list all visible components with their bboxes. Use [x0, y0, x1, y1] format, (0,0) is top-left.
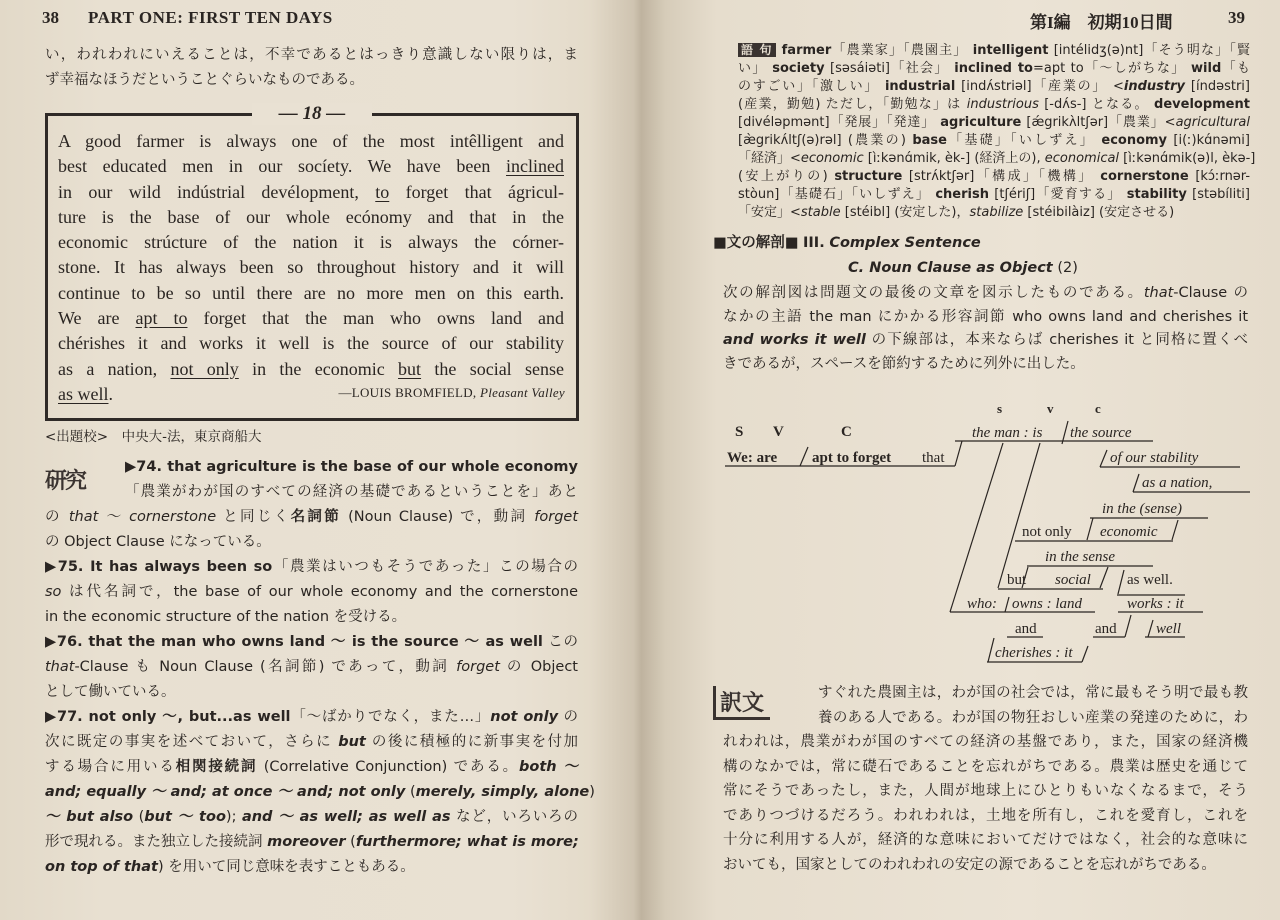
text-line — [45, 705, 578, 730]
text-segment-bi: and; equally ～ and; at once ～ and; not only — [45, 784, 406, 800]
text-segment: 構のなかでは，常に礎石であることを忘れがちである。農業は歴史を通じて — [723, 758, 1248, 775]
text-line — [125, 455, 578, 480]
diagram-the-man-is: the man : is — [972, 425, 1043, 441]
text-line — [58, 129, 564, 154]
text-line — [738, 132, 1250, 150]
diagram-line — [800, 447, 808, 466]
text-segment-bi: moreover — [267, 834, 346, 850]
text-segment-b: ▶75. It has always been so — [45, 559, 273, 575]
text-segment: [strʌ́ktʃər]「構成」「機構」 — [902, 169, 1101, 184]
diagram-apt-to-forget: apt to forget — [812, 450, 892, 466]
text-line — [58, 331, 564, 356]
text-line — [58, 281, 564, 306]
text-segment-bi: on top of that — [45, 859, 158, 875]
text-segment-bi: industry — [1123, 79, 1186, 94]
text-segment: い」 — [738, 61, 773, 76]
diagram-the-source: the source — [1070, 425, 1132, 441]
text-segment-b: society — [772, 61, 825, 76]
text-segment: この — [542, 634, 578, 650]
text-segment: stòun]「基礎石」「いしずえ」 — [738, 187, 936, 202]
text-segment-b: III. — [803, 235, 825, 251]
yakubun-icon: 訳文 — [713, 686, 770, 720]
text-segment: 十分に利用する人が，経済的な意味においてだけではなく，社会的な意味に — [723, 832, 1248, 848]
text-segment: -Clause の — [1173, 285, 1248, 301]
text-segment-i: forget — [456, 659, 500, 675]
text-segment: ) — [589, 784, 595, 800]
attribution-title: Pleasant Valley — [479, 385, 565, 400]
text-segment-i: that — [1143, 285, 1174, 301]
text-line — [45, 425, 578, 449]
text-segment-b: economy — [1101, 133, 1168, 148]
text-line — [58, 357, 564, 382]
text-segment: 次に既定の事実を述べておいて，さらに — [45, 734, 339, 750]
text-segment: 「農業がわが国のすべての経済の基礎であるということを」あと — [125, 484, 578, 500]
text-segment-i: agricultural — [1175, 115, 1250, 130]
source-schools — [45, 425, 578, 449]
text-line — [723, 804, 1248, 829]
text-segment: chérishes it and works it well is the source of our stability — [58, 333, 564, 354]
text-line — [45, 580, 578, 605]
text-segment: [-dʌ́s-] となる。 — [1038, 97, 1155, 112]
text-segment: [kɔ́ːrnər- — [1188, 169, 1251, 184]
text-segment: の — [558, 709, 578, 725]
text-segment-bi: Complex Sentence — [829, 235, 981, 251]
text-line — [58, 154, 564, 179]
text-segment: [i(ː)kɑ́nəmi] — [1167, 133, 1250, 148]
text-segment-i: stable — [800, 205, 841, 220]
text-line — [45, 680, 578, 705]
text-segment: すぐれた農園主は，わが国の社会では，常に最もそう明で最も教 — [818, 685, 1248, 701]
text-line — [125, 480, 578, 505]
text-segment: (2) — [1052, 260, 1078, 276]
text-segment: 「経済」< — [738, 151, 801, 166]
diagram-line — [1133, 474, 1139, 492]
text-segment-b: 相関接続詞 — [175, 759, 258, 775]
page-number-left: 38 — [42, 8, 59, 27]
text-segment: forget that the man who owns land and — [187, 308, 565, 329]
text-segment: のすごい」「激しい」 — [738, 79, 885, 94]
diagram-as-well: as well. — [1127, 572, 1173, 588]
text-segment: . — [108, 383, 113, 404]
text-segment-bi: merely, simply, alone — [415, 784, 590, 800]
text-segment-b: agriculture — [940, 115, 1022, 130]
text-segment: [indʌ́striəl]「産業の」 < — [955, 79, 1124, 94]
diagram-line — [950, 443, 1003, 612]
text-line — [738, 168, 1250, 186]
text-line — [58, 306, 564, 331]
text-segment-b: ▶76. that the man who owns land ～ is the source ～ as well — [45, 634, 543, 650]
text-segment: 「も — [1221, 61, 1250, 76]
diagram-who: who: — [967, 596, 997, 612]
text-line — [58, 180, 564, 205]
text-line — [738, 186, 1250, 204]
text-segment-u: apt to — [135, 308, 188, 329]
text-segment-i: economic — [800, 151, 864, 166]
text-segment: ( — [345, 834, 356, 850]
text-segment: -Clause も Noun Clause (名詞節) であって，動詞 — [74, 659, 457, 675]
intro-text — [45, 43, 578, 93]
diagram-line — [1005, 597, 1009, 612]
section-badge: ■文の解剖■ — [713, 235, 799, 251]
text-segment: なかの主語 the man にかかる形容詞節 who owns land and cherishes it — [723, 308, 1248, 325]
attribution-author: —LOUIS BROMFIELD, — [338, 385, 480, 400]
text-segment-b: ▶77. not only ～, but...as well — [45, 709, 291, 725]
text-line — [848, 256, 1248, 280]
text-segment-b: base — [912, 133, 947, 148]
diagram-line — [1100, 567, 1108, 588]
text-line — [45, 830, 578, 855]
diagram-line — [1100, 450, 1107, 467]
label-s: s — [997, 401, 1003, 416]
label-C: C — [841, 424, 852, 440]
text-segment: 形で現れる。また独立した接続詞 — [45, 834, 268, 850]
text-segment: economic strúcture of the nation it is always the córner- — [58, 232, 564, 253]
diagram-line — [1118, 570, 1124, 594]
text-segment-b: stability — [1126, 187, 1187, 202]
diagram-cherishes-it: cherishes : it — [995, 645, 1073, 661]
diagram-line — [988, 638, 994, 662]
text-segment: の下線部は，本来ならば cherishes it と同格に置くべ — [865, 332, 1248, 349]
text-segment-b: cornerstone — [1100, 169, 1189, 184]
diagram-economic: economic — [1100, 524, 1158, 540]
text-line — [45, 755, 578, 780]
text-segment: ) を用いて同じ意味を表すこともある。 — [157, 859, 415, 875]
diagram-owns-land: owns : land — [1012, 596, 1083, 612]
running-head-right: 第I編 初期10日間 — [1030, 13, 1173, 32]
text-segment-u: as well — [58, 383, 109, 404]
text-segment: best educated men in our socíety. We have been — [58, 156, 507, 177]
text-line — [45, 805, 578, 830]
text-segment: (Correlative Conjunction) である。 — [257, 759, 520, 775]
text-segment: 「～ばかりでなく，また…」 — [290, 709, 491, 725]
text-segment: として働いている。 — [45, 684, 176, 700]
text-line — [723, 730, 1248, 755]
diagram-line — [1148, 620, 1153, 637]
diagram-that: that — [922, 450, 945, 466]
text-line — [738, 204, 1250, 222]
text-segment: 「農業家」「農園主」 — [831, 43, 973, 58]
diagram-as-a-nation: as a nation, — [1142, 475, 1213, 491]
text-segment: ); — [225, 809, 242, 825]
diagram-line — [1087, 518, 1093, 540]
diagram-line — [1082, 646, 1088, 662]
text-segment-b: development — [1154, 97, 1250, 112]
text-segment: 「農業はいつもそうであった」この場合の — [272, 559, 578, 575]
text-segment-bi: C. Noun Clause as Object — [848, 260, 1053, 276]
translation-text — [723, 681, 1248, 877]
passage-number-text: 18 — [302, 103, 322, 124]
text-segment-u: inclined — [506, 156, 564, 177]
text-line — [723, 329, 1248, 353]
attribution — [315, 385, 565, 401]
text-segment-bi: but — [338, 734, 366, 750]
text-segment: [stəbíliti] — [1186, 187, 1250, 202]
text-line — [45, 780, 595, 805]
passage-number: — 18 — — [252, 103, 372, 125]
text-segment: 「基礎」「いしずえ」 — [946, 133, 1102, 148]
text-segment-i: that ～ cornerstone — [68, 509, 217, 525]
text-segment: 「安定」< — [738, 205, 801, 220]
text-line — [738, 60, 1250, 78]
text-segment-b: ▶74. that agriculture is the base of our whole economy — [125, 459, 578, 475]
running-head-left: PART ONE: FIRST TEN DAYS — [88, 8, 333, 27]
text-line — [45, 855, 578, 880]
text-segment-bi: both ～ — [519, 759, 578, 775]
diagram-well: well — [1156, 621, 1181, 637]
text-segment: in the economic — [238, 358, 399, 379]
text-segment: in the economic structure of the nation を受ける。 — [45, 609, 407, 625]
text-segment: A good farmer is always one of the most intêlligent and — [58, 131, 564, 151]
text-segment: the social sense — [421, 358, 564, 379]
text-line — [738, 150, 1256, 168]
text-segment: おいても，国家としてのわれわれの安定の源であることを忘れがちである。 — [723, 856, 1216, 873]
text-line — [818, 706, 1248, 731]
text-line — [58, 205, 564, 230]
text-segment-i: that — [45, 659, 75, 675]
diagram-line — [1125, 615, 1131, 637]
vocabulary-notes — [738, 41, 1256, 222]
text-segment: の後に積極的に新事実を付加 — [365, 734, 578, 750]
text-segment: ( — [133, 809, 145, 825]
text-segment: の — [45, 509, 69, 525]
diagram-in-the-sense: in the sense — [1045, 549, 1115, 565]
text-segment: と同じく — [216, 509, 291, 525]
text-segment: など，いろいろの — [450, 809, 579, 825]
text-line — [58, 230, 564, 255]
diagram-line — [1172, 520, 1178, 540]
diagram-but: but — [1007, 572, 1027, 588]
text-line — [818, 681, 1248, 706]
text-segment: stone. It has always been so throughout history and it will — [58, 257, 564, 278]
text-segment: ( — [405, 784, 416, 800]
text-line — [723, 306, 1248, 330]
text-segment-b: wild — [1191, 61, 1222, 76]
text-segment: =apt to「～しがちな」 — [1032, 61, 1192, 76]
text-line — [45, 505, 578, 530]
text-line — [723, 853, 1248, 878]
diagram-line — [955, 441, 962, 466]
text-line — [45, 730, 578, 755]
text-segment-bi: furthermore; what is more; — [355, 834, 579, 850]
text-segment-bi: not only — [490, 709, 559, 725]
text-segment-b: intelligent — [972, 43, 1049, 58]
text-segment: [índəstri] — [1185, 79, 1250, 94]
text-segment-b: cherish — [935, 187, 989, 202]
text-segment: 次の解剖図は問題文の最後の文章を図示したものである。 — [723, 285, 1144, 301]
text-line — [723, 755, 1248, 780]
diagram-explanation — [723, 282, 1248, 377]
text-segment: でありつづけるだろう。われわれは，土地を所有し，これを愛育し，これを — [723, 807, 1248, 824]
text-segment: <出題校> 中央大-法，東京商船大 — [45, 429, 262, 445]
text-segment: の Object — [499, 659, 578, 675]
diagram-and-right: and — [1095, 621, 1117, 637]
kenkyu-notes — [45, 455, 595, 880]
text-segment: れわれは，農業がわが国のすべての経済の基盤であり，また，国家の経済機 — [723, 734, 1248, 750]
text-line — [738, 114, 1250, 132]
text-segment: forget that ágricul- — [389, 181, 564, 202]
diagram-in-the-sense-paren: in the (sense) — [1102, 501, 1182, 517]
text-segment: in our wild indústrial devélopment, — [58, 181, 376, 202]
text-line — [738, 78, 1250, 96]
text-segment: [stéibl] (安定した)， — [840, 205, 970, 220]
section-badge: 語 句 — [738, 43, 776, 57]
text-segment-bi: but ～ too — [144, 809, 226, 825]
text-line — [738, 96, 1250, 114]
text-line — [738, 41, 1250, 60]
text-segment-b: industrial — [884, 79, 956, 94]
text-line — [45, 605, 578, 630]
text-segment: ず幸福なほうだということぐらいなものである。 — [45, 72, 364, 88]
text-segment: の Object Clause になっている。 — [45, 534, 271, 550]
text-segment: [divéləpmənt]「発展」「発達」 — [738, 115, 941, 130]
section-subheading — [848, 256, 1248, 280]
diagram-and-left: and — [1015, 621, 1037, 637]
text-segment: continue to be so until there are no more men on this earth. — [58, 282, 564, 303]
label-S: S — [735, 424, 744, 440]
text-segment-b: structure — [834, 169, 903, 184]
text-segment: (産業，勤勉) ただし，「勤勉な」は — [738, 97, 967, 112]
text-line — [45, 630, 578, 655]
diagram-social: social — [1055, 572, 1091, 588]
text-line — [723, 779, 1248, 804]
text-segment: [səsáiəti]「社会」 — [824, 61, 955, 76]
text-segment: [æ̀grikʌ́ltʃ(ə)rəl] (農業の) — [738, 133, 913, 148]
kenkyu-icon: 研究 — [45, 469, 86, 494]
text-segment: (安上がりの) — [738, 169, 835, 184]
text-segment-i: so — [45, 584, 62, 600]
text-segment: [stéibilàiz] (安定させる) — [1023, 205, 1175, 220]
text-segment: [ìːkənɑ́mik, èk-] (経済上の), — [863, 151, 1045, 166]
text-segment: 常にそうであったし，また，人間が地球上にひとりもいなくなるまで，そう — [723, 783, 1248, 799]
text-segment: as a nation, — [58, 358, 171, 379]
text-line — [45, 68, 578, 93]
text-segment-i: industrious — [966, 97, 1039, 112]
text-segment-bi: and ～ as well; as well as — [241, 809, 451, 825]
text-line — [713, 231, 1253, 255]
text-segment-b: farmer — [781, 43, 832, 58]
page-number-right: 39 — [1228, 8, 1245, 27]
text-line — [723, 828, 1248, 853]
text-segment-b: inclined to — [954, 61, 1033, 76]
text-line — [45, 655, 578, 680]
text-segment-u: to — [375, 181, 390, 202]
passage-text — [58, 129, 564, 407]
text-segment-bi: and works it well — [723, 332, 866, 349]
diagram-not-only: not only — [1022, 524, 1072, 540]
text-segment-b: 名詞節 — [290, 509, 342, 525]
text-segment: (Noun Clause) で，動詞 — [341, 509, 535, 525]
text-line — [45, 43, 578, 68]
text-segment-i: forget — [534, 509, 579, 525]
text-line — [45, 555, 578, 580]
label-v: v — [1047, 401, 1054, 416]
diagram-of-our-stability: of our stability — [1110, 450, 1199, 466]
text-segment: [ìːkənɑ́mik(ə)l, èkə-] — [1119, 151, 1256, 166]
diagram-we-are: We: are — [727, 450, 778, 466]
text-segment-i: stabilize — [969, 205, 1024, 220]
text-line — [58, 255, 564, 280]
sentence-diagram — [700, 380, 1270, 680]
text-line — [45, 530, 578, 555]
label-V: V — [773, 424, 784, 440]
text-segment: する場合に用いる — [45, 759, 176, 775]
diagram-works-it: works : it — [1127, 596, 1184, 612]
text-segment-i: economical — [1044, 151, 1120, 166]
text-segment: きであるが，スペースを節約するために列外に出した。 — [723, 356, 1085, 373]
text-line — [723, 353, 1248, 377]
text-line — [723, 282, 1248, 306]
label-c: c — [1095, 401, 1101, 416]
section-heading — [713, 231, 1253, 255]
text-segment: 養のある人である。わが国の物狂おしい産業の発達のために，わ — [818, 709, 1248, 726]
text-segment: [tʃériʃ]「愛育する」 — [988, 187, 1127, 202]
text-segment: [ǽgrikʌ̀ltʃər]「農業」< — [1021, 115, 1176, 130]
text-segment: い，われわれにいえることは，不幸であるとはっきり意識しない限りは，ま — [45, 47, 578, 63]
text-segment: ture is the base of our whole ecónomy and that in the — [58, 206, 564, 227]
text-segment-bi: ～ but also — [45, 809, 134, 825]
text-segment: は代名詞で，the base of our whole economy and the cornerstone — [61, 584, 578, 600]
text-segment-u: but — [398, 358, 422, 379]
text-segment: [intélidʒ(ə)nt]「そう明な」「賢 — [1048, 43, 1250, 58]
text-segment: We are — [58, 308, 136, 329]
text-segment-u: not only — [170, 358, 239, 379]
